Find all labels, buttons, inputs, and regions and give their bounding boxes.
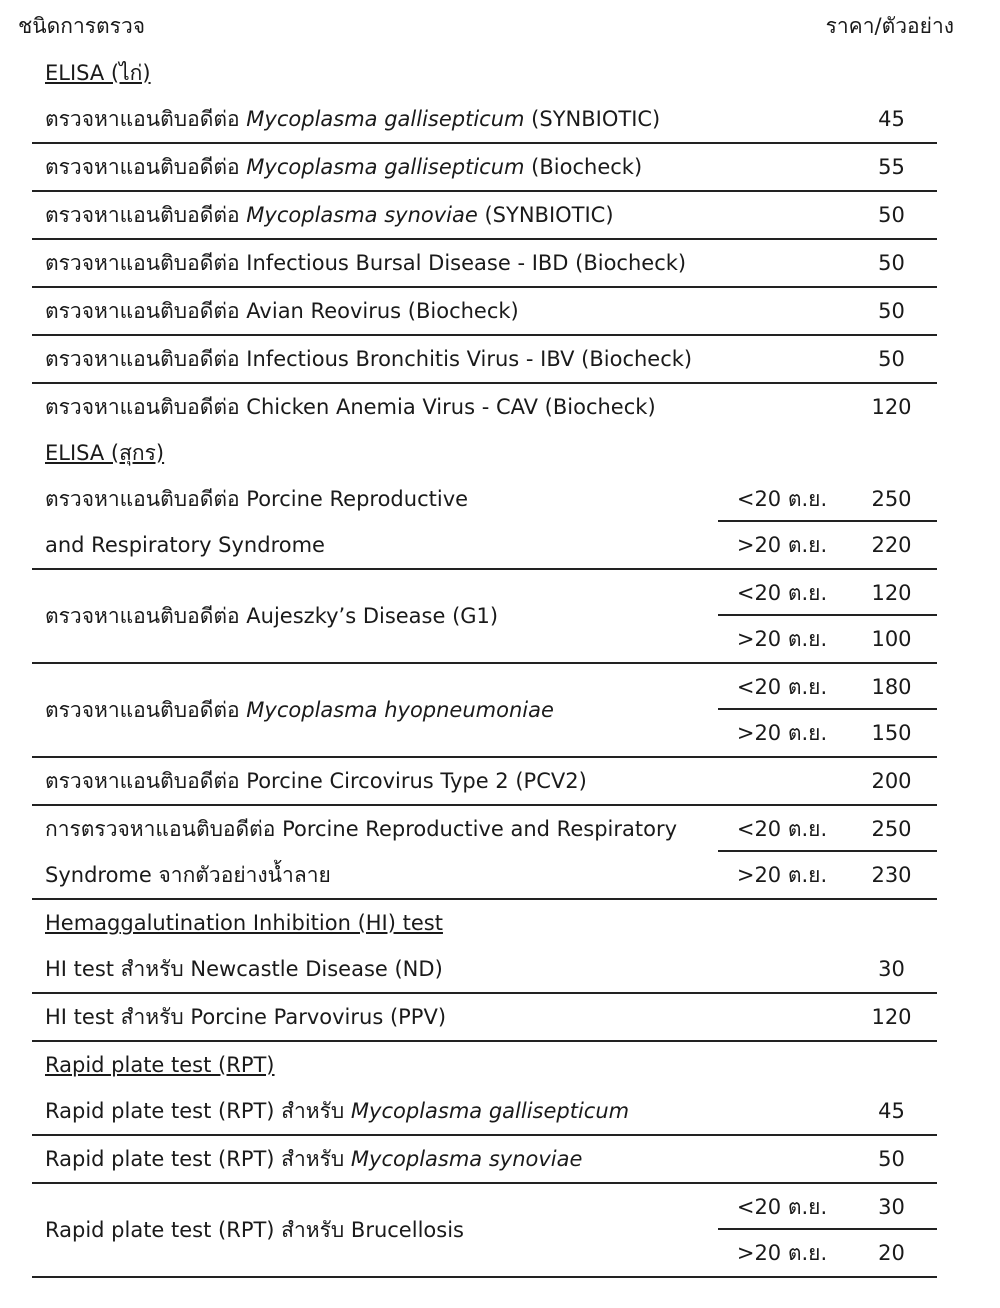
- table-row: [32, 288, 937, 336]
- test-description: [32, 476, 718, 568]
- organism-name: Mycoplasma gallisepticum: [246, 107, 525, 131]
- age-group-cell: [718, 1088, 846, 1134]
- age-group: >20 ต.ย.: [736, 863, 828, 887]
- price-cell: [846, 570, 937, 662]
- organism-name: Mycoplasma synoviae: [246, 203, 478, 227]
- price-cell: [846, 240, 937, 286]
- table-row: [32, 476, 937, 570]
- description-suffix: (SYNBIOTIC): [524, 107, 661, 131]
- age-group: >20 ต.ย.: [736, 627, 828, 651]
- table-row: [32, 1136, 937, 1184]
- test-description: [32, 336, 718, 382]
- description-line: [45, 593, 718, 639]
- age-group-cell: [718, 192, 846, 238]
- description-line: [45, 1207, 718, 1253]
- age-group-cell: [718, 336, 846, 382]
- price-value: 250: [846, 806, 937, 852]
- price-cell: [846, 144, 937, 190]
- price-value: 50: [878, 299, 905, 323]
- price-value: 30: [878, 957, 905, 981]
- test-description: [32, 288, 718, 334]
- table-row: [32, 570, 937, 664]
- age-group: >20 ต.ย.: [736, 533, 828, 557]
- test-description: [32, 192, 718, 238]
- price-cell: [846, 994, 937, 1040]
- description-text: ตรวจหาแอนติบอดีต่อ Avian Reovirus (Biocheck): [45, 299, 519, 323]
- price-value: 120: [846, 570, 937, 616]
- description-line: [45, 994, 718, 1040]
- section-title: ELISA (สุกร): [45, 440, 165, 465]
- age-group: >20 ต.ย.: [736, 1241, 828, 1265]
- age-group-cell: [718, 240, 846, 286]
- organism-name: Mycoplasma gallisepticum: [246, 155, 525, 179]
- description-line: [45, 946, 718, 992]
- organism-name: Mycoplasma hyopneumoniae: [246, 698, 554, 722]
- description-line: การตรวจหาแอนติบอดีต่อ Porcine Reproductive and Respiratory: [45, 817, 677, 841]
- table-row: [32, 144, 937, 192]
- age-group: >20 ต.ย.: [736, 721, 828, 745]
- description-line: [45, 336, 718, 382]
- table-row: [32, 946, 937, 994]
- test-description: [32, 570, 718, 662]
- organism-name: Mycoplasma gallisepticum: [350, 1099, 630, 1123]
- price-cell: [846, 476, 937, 568]
- test-description: [32, 1184, 718, 1276]
- description-text: Rapid plate test (RPT) สำหรับ: [45, 1147, 351, 1171]
- description-suffix: (SYNBIOTIC): [477, 203, 614, 227]
- price-value: 50: [878, 347, 905, 371]
- test-description: [32, 144, 718, 190]
- price-cell: [846, 758, 937, 804]
- age-group-cell: [718, 758, 846, 804]
- table-row: [32, 1184, 937, 1278]
- price-table: [32, 50, 937, 1278]
- age-group-cell: [718, 1136, 846, 1182]
- price-value: 20: [878, 1241, 905, 1265]
- price-cell: [846, 336, 937, 382]
- column-header-test-type: ชนิดการตรวจ: [18, 14, 146, 38]
- price-value: 220: [871, 533, 912, 557]
- section-title: ELISA (ไก่): [45, 60, 151, 85]
- price-value: 200: [871, 769, 912, 793]
- description-suffix: (Biocheck): [524, 155, 643, 179]
- description-line: [45, 384, 718, 430]
- table-row: [32, 758, 937, 806]
- description-line: [45, 1088, 718, 1134]
- section-title: Hemaggalutination Inhibition (HI) test: [45, 911, 443, 935]
- age-group-cell: [718, 144, 846, 190]
- price-value: 150: [871, 721, 912, 745]
- description-line: [45, 1136, 718, 1182]
- table-row: [32, 192, 937, 240]
- description-text: Rapid plate test (RPT) สำหรับ Brucellosis: [45, 1218, 464, 1242]
- price-value: 45: [878, 1099, 905, 1123]
- age-group-cell: [718, 476, 846, 568]
- age-group-cell: [718, 384, 846, 430]
- description-line: [45, 758, 718, 804]
- description-line: [45, 192, 718, 238]
- description-line: ตรวจหาแอนติบอดีต่อ Porcine Reproductive: [45, 487, 469, 511]
- age-group: <20 ต.ย.: [718, 476, 846, 522]
- description-line: [45, 687, 718, 733]
- price-value: 250: [846, 476, 937, 522]
- price-value: 230: [871, 863, 912, 887]
- age-group: <20 ต.ย.: [718, 806, 846, 852]
- age-group-cell: [718, 806, 846, 898]
- description-text: ตรวจหาแอนติบอดีต่อ Infectious Bronchitis Virus - IBV (Biocheck): [45, 347, 693, 371]
- table-row: [32, 994, 937, 1042]
- price-value: 50: [878, 251, 905, 275]
- price-cell: [846, 1136, 937, 1182]
- description-text: ตรวจหาแอนติบอดีต่อ: [45, 155, 247, 179]
- description-text: HI test สำหรับ Newcastle Disease (ND): [45, 957, 443, 981]
- age-group: <20 ต.ย.: [718, 570, 846, 616]
- description-line: [45, 96, 718, 142]
- table-row: [32, 384, 937, 430]
- price-value: 50: [878, 1147, 905, 1171]
- price-value: 120: [871, 1005, 912, 1029]
- price-cell: [846, 946, 937, 992]
- test-description: [32, 96, 718, 142]
- test-description: [32, 1136, 718, 1182]
- price-value: 45: [878, 107, 905, 131]
- description-text: Rapid plate test (RPT) สำหรับ: [45, 1099, 351, 1123]
- price-value: 180: [846, 664, 937, 710]
- price-value: 55: [878, 155, 905, 179]
- description-text: ตรวจหาแอนติบอดีต่อ Infectious Bursal Disease - IBD (Biocheck): [45, 251, 687, 275]
- description-text: ตรวจหาแอนติบอดีต่อ Aujeszky’s Disease (G1): [45, 604, 499, 628]
- price-value: 100: [871, 627, 912, 651]
- table-row: [32, 664, 937, 758]
- test-description: [32, 994, 718, 1040]
- price-cell: [846, 1184, 937, 1276]
- description-text: ตรวจหาแอนติบอดีต่อ Chicken Anemia Virus - CAV (Biocheck): [45, 395, 656, 419]
- description-line: Syndrome จากตัวอย่างน้ำลาย: [45, 863, 331, 887]
- test-description: [32, 384, 718, 430]
- age-group-cell: [718, 994, 846, 1040]
- description-text: ตรวจหาแอนติบอดีต่อ: [45, 107, 247, 131]
- price-value: 30: [846, 1184, 937, 1230]
- section-title: Rapid plate test (RPT): [45, 1053, 275, 1077]
- description-line: [45, 144, 718, 190]
- price-value: 120: [871, 395, 912, 419]
- price-cell: [846, 288, 937, 334]
- description-line: and Respiratory Syndrome: [45, 533, 325, 557]
- test-description: [32, 806, 718, 898]
- column-header-price: ราคา/ตัวอย่าง: [825, 14, 954, 38]
- description-line: [45, 288, 718, 334]
- age-group-cell: [718, 1184, 846, 1276]
- age-group-cell: [718, 288, 846, 334]
- age-group-cell: [718, 570, 846, 662]
- table-row: [32, 1088, 937, 1136]
- description-text: ตรวจหาแอนติบอดีต่อ: [45, 203, 247, 227]
- description-text: ตรวจหาแอนติบอดีต่อ: [45, 698, 247, 722]
- description-line: [45, 240, 718, 286]
- test-description: [32, 1088, 718, 1134]
- table-row: [32, 336, 937, 384]
- description-text: HI test สำหรับ Porcine Parvovirus (PPV): [45, 1005, 447, 1029]
- age-group-cell: [718, 96, 846, 142]
- table-row: [32, 96, 937, 144]
- age-group: <20 ต.ย.: [718, 1184, 846, 1230]
- price-cell: [846, 192, 937, 238]
- test-description: [32, 946, 718, 992]
- price-value: 50: [878, 203, 905, 227]
- price-cell: [846, 96, 937, 142]
- age-group-cell: [718, 664, 846, 756]
- price-cell: [846, 1088, 937, 1134]
- age-group-cell: [718, 946, 846, 992]
- test-description: [32, 758, 718, 804]
- test-description: [32, 664, 718, 756]
- price-cell: [846, 806, 937, 898]
- price-cell: [846, 384, 937, 430]
- table-row: [32, 240, 937, 288]
- test-description: [32, 240, 718, 286]
- age-group: <20 ต.ย.: [718, 664, 846, 710]
- organism-name: Mycoplasma synoviae: [350, 1147, 583, 1171]
- price-cell: [846, 664, 937, 756]
- description-text: ตรวจหาแอนติบอดีต่อ Porcine Circovirus Type 2 (PCV2): [45, 769, 587, 793]
- table-row: [32, 806, 937, 900]
